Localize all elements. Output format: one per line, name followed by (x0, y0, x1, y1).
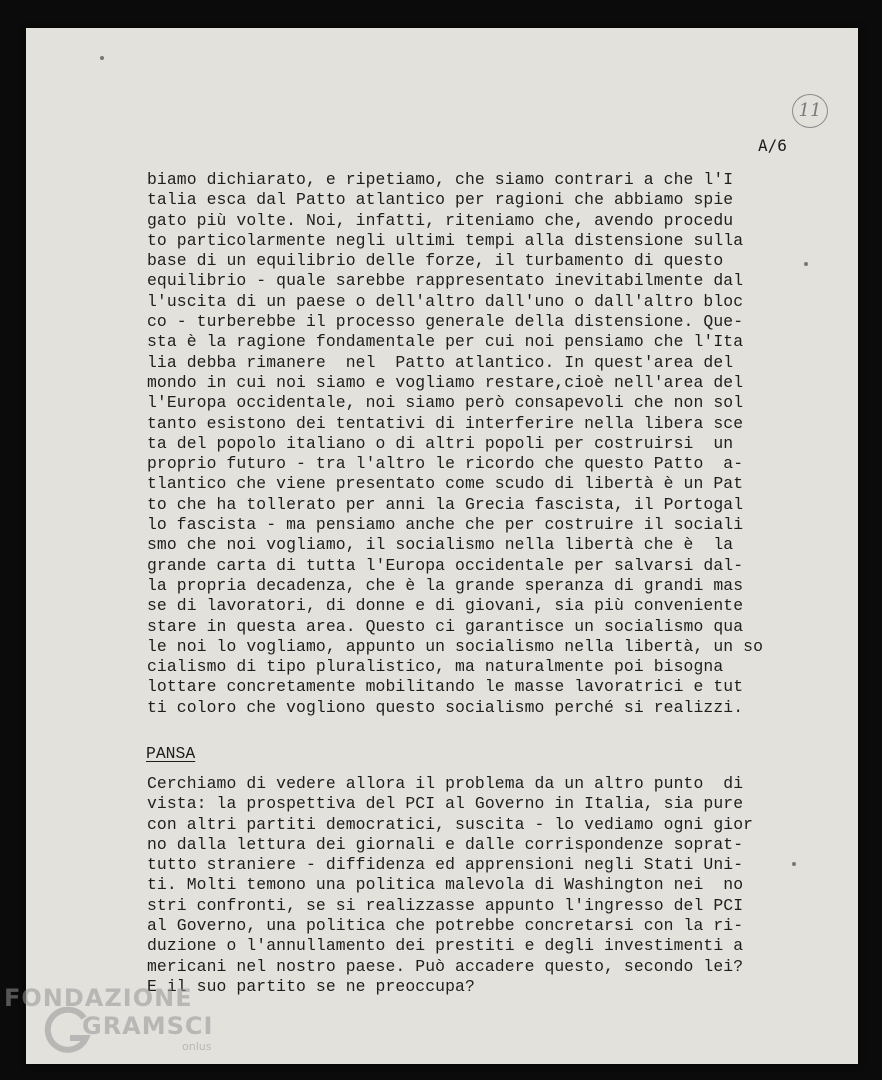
typed-line: ti coloro che vogliono questo socialismo perché si realizzi. (147, 697, 744, 717)
typed-line: talia esca dal Patto atlantico per ragioni che abbiamo spie (147, 190, 734, 210)
typed-line: mondo in cui noi siamo e vogliamo restare,cioè nell'area del (147, 372, 744, 392)
typed-line: al Governo, una politica che potrebbe concretarsi con la ri- (147, 916, 744, 936)
typed-line: ta del popolo italiano o di altri popoli per costruirsi un (147, 433, 734, 453)
watermark-line2: GRAMSCI (82, 1012, 214, 1040)
typed-line: to che ha tollerato per anni la Grecia fascista, il Portogal (147, 494, 744, 514)
typed-line: l'Europa occidentale, noi siamo però consapevoli che non sol (147, 393, 744, 413)
typed-line: cialismo di tipo pluralistico, ma naturalmente poi bisogna (147, 657, 724, 677)
typed-line: le noi lo vogliamo, appunto un socialismo nella libertà, un so (147, 636, 764, 656)
typed-line: lia debba rimanere nel Patto atlantico. In quest'area del (147, 352, 734, 372)
typed-line: biamo dichiarato, e ripetiamo, che siamo contrari a che l'I (147, 170, 734, 189)
watermark-line1: FONDAZIONE (4, 984, 193, 1012)
typed-line: Cerchiamo di vedere allora il problema da un altro punto di (147, 774, 744, 793)
typed-line: grande carta di tutta l'Europa occidentale per salvarsi dal- (147, 555, 744, 575)
typed-line: gato più volte. Noi, infatti, riteniamo che, avendo procedu (147, 210, 734, 230)
typed-line: tutto straniere - diffidenza ed apprensioni negli Stati Uni- (147, 855, 744, 875)
scan-speck (804, 262, 808, 266)
typed-line: la propria decadenza, che è la grande speranza di grandi mas (147, 575, 744, 595)
answer-paragraph (147, 170, 763, 718)
typed-line: co - turberebbe il processo generale della distensione. Que- (147, 312, 744, 332)
typed-line: proprio futuro - tra l'altro le ricordo che questo Patto a- (147, 454, 744, 474)
typed-line: no dalla lettura dei giornali e dalle corrispondenze soprat- (147, 834, 744, 854)
typed-line: base di un equilibrio delle forze, il turbamento di questo (147, 251, 724, 271)
typed-line: vista: la prospettiva del PCI al Governo in Italia, sia pure (147, 794, 744, 814)
watermark-suffix: onlus (182, 1040, 212, 1053)
scan-speck (100, 56, 104, 60)
typed-line: E il suo partito se ne preoccupa? (147, 976, 475, 996)
archive-number-stamp: 11 (792, 94, 828, 128)
typed-line: equilibrio - quale sarebbe rappresentato inevitabilmente dal (147, 271, 744, 291)
typed-line: tanto esistono dei tentativi di interferire nella libera sce (147, 413, 744, 433)
scan-speck (792, 862, 796, 866)
fondazione-gramsci-watermark (4, 984, 224, 1080)
typed-line: to particolarmente negli ultimi tempi alla distensione sulla (147, 230, 744, 250)
typed-line: sta è la ragione fondamentale per cui noi pensiamo che l'Ita (147, 332, 744, 352)
typed-line: ti. Molti temono una politica malevola di Washington nei no (147, 875, 744, 895)
speaker-name: PANSA (146, 744, 196, 763)
typed-line: mericani nel nostro paese. Può accadere questo, secondo lei? (147, 956, 744, 976)
page-code: A/6 (758, 136, 787, 155)
typed-line: l'uscita di un paese o dell'altro dall'uno o dall'altro bloc (147, 291, 744, 311)
typed-line: con altri partiti democratici, suscita - lo vediamo ogni gior (147, 814, 754, 834)
typed-line: smo che noi vogliamo, il socialismo nella libertà che è la (147, 535, 734, 555)
question-paragraph (147, 774, 753, 997)
typed-line: stri confronti, se si realizzasse appunto l'ingresso del PCI (147, 895, 744, 915)
typed-line: se di lavoratori, di donne e di giovani, sia più conveniente (147, 596, 744, 616)
typed-line: tlantico che viene presentato come scudo di libertà è un Pat (147, 474, 744, 494)
typed-line: duzione o l'annullamento dei prestiti e degli investimenti a (147, 936, 744, 956)
typed-line: stare in questa area. Questo ci garantisce un socialismo qua (147, 616, 744, 636)
typed-line: lo fascista - ma pensiamo anche che per costruire il sociali (147, 515, 744, 535)
typed-line: lottare concretamente mobilitando le masse lavoratrici e tut (147, 677, 744, 697)
